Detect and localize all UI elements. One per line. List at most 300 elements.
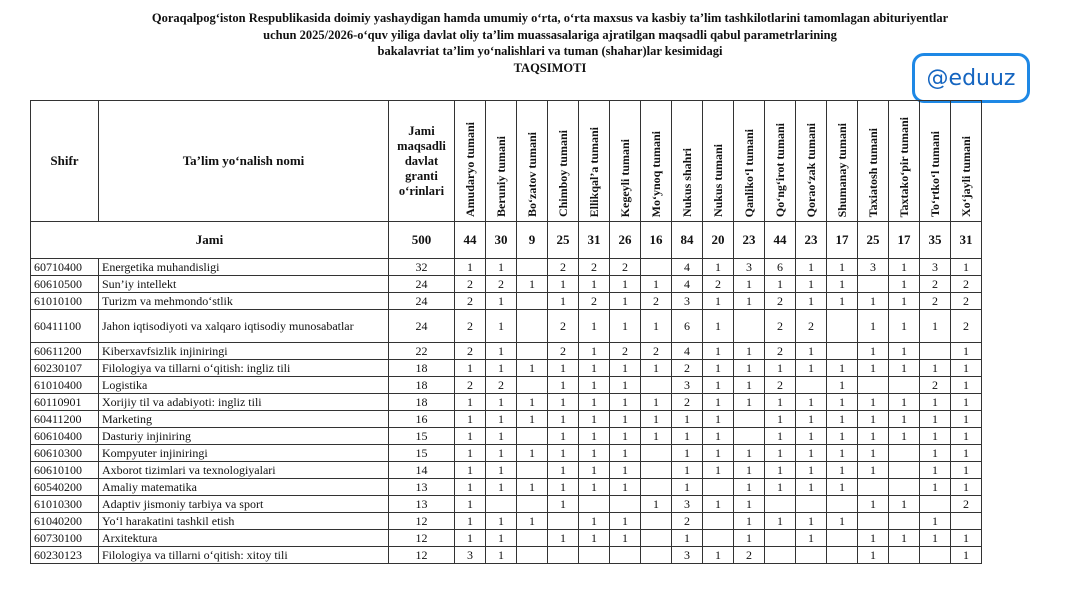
row-value: 2 (796, 310, 827, 343)
row-value: 1 (827, 445, 858, 462)
row-value: 1 (796, 479, 827, 496)
table-row (31, 496, 982, 513)
row-value: 1 (579, 462, 610, 479)
table-row (31, 377, 982, 394)
row-value: 1 (858, 428, 889, 445)
header-district (827, 101, 858, 222)
row-value: 1 (455, 496, 486, 513)
summary-value: 30 (486, 222, 517, 259)
row-code: 60411200 (31, 411, 99, 428)
row-value (610, 496, 641, 513)
district-label: Nukus tumani (710, 143, 725, 217)
row-value: 2 (951, 293, 982, 310)
row-name: Kiberxavfsizlik injiniringi (99, 343, 389, 360)
row-value: 1 (610, 276, 641, 293)
row-value: 1 (579, 428, 610, 445)
row-code: 60611200 (31, 343, 99, 360)
summary-value: 16 (641, 222, 672, 259)
row-value: 2 (765, 293, 796, 310)
row-value: 1 (858, 547, 889, 564)
row-value: 1 (796, 343, 827, 360)
table-row (31, 445, 982, 462)
row-value: 1 (889, 343, 920, 360)
row-value (734, 428, 765, 445)
row-value: 1 (548, 411, 579, 428)
header-district (579, 101, 610, 222)
district-label: Taxtako‘pir tumani (896, 116, 911, 217)
table-row (31, 513, 982, 530)
row-value: 1 (889, 293, 920, 310)
row-value: 1 (889, 496, 920, 513)
document-title (60, 10, 1040, 76)
row-value (889, 513, 920, 530)
row-value: 1 (610, 513, 641, 530)
row-value (765, 530, 796, 547)
row-value: 1 (951, 445, 982, 462)
row-value: 1 (796, 411, 827, 428)
row-name: Axborot tizimlari va texnologiyalari (99, 462, 389, 479)
row-name: Xorijiy til va adabiyoti: ingliz tili (99, 394, 389, 411)
row-value: 1 (610, 394, 641, 411)
row-value: 1 (610, 530, 641, 547)
row-value (827, 310, 858, 343)
summary-label: Jami (31, 222, 389, 259)
row-value: 1 (827, 276, 858, 293)
row-name: Kompyuter injiniringi (99, 445, 389, 462)
row-code: 60610300 (31, 445, 99, 462)
row-value (641, 377, 672, 394)
row-total: 16 (389, 411, 455, 428)
row-value (517, 547, 548, 564)
row-value: 1 (858, 360, 889, 377)
row-name: Arxitektura (99, 530, 389, 547)
row-value: 1 (517, 276, 548, 293)
row-value: 2 (641, 343, 672, 360)
summary-value: 44 (765, 222, 796, 259)
row-value (796, 547, 827, 564)
row-value (579, 496, 610, 513)
row-value: 2 (951, 496, 982, 513)
row-value: 1 (610, 445, 641, 462)
row-value (889, 445, 920, 462)
row-value: 1 (920, 479, 951, 496)
row-value (548, 513, 579, 530)
row-value: 1 (672, 411, 703, 428)
row-value: 1 (610, 411, 641, 428)
row-value: 1 (858, 445, 889, 462)
row-value (765, 496, 796, 513)
row-value (920, 547, 951, 564)
header-district (517, 101, 548, 222)
row-value (703, 513, 734, 530)
row-value (827, 343, 858, 360)
title-line-3: bakalavriat ta’lim yo‘nalishlari va tuman (shahar)lar kesimidagi (377, 44, 723, 58)
title-line-1: Qoraqalpog‘iston Respublikasida doimiy yashaydigan hamda umumiy o‘rta, o‘rta maxsus va kasbiy ta’lim tashkilotlarini tamomlagan abituriyentlar (151, 11, 949, 25)
row-value: 1 (579, 360, 610, 377)
row-value: 3 (858, 259, 889, 276)
row-value: 1 (548, 377, 579, 394)
row-value: 1 (641, 310, 672, 343)
summary-value: 17 (827, 222, 858, 259)
row-value: 2 (610, 259, 641, 276)
row-value: 2 (610, 343, 641, 360)
header-row (31, 101, 982, 222)
row-value (920, 343, 951, 360)
row-value: 1 (672, 428, 703, 445)
row-code: 60730100 (31, 530, 99, 547)
row-value (858, 513, 889, 530)
row-value (610, 547, 641, 564)
row-total: 12 (389, 530, 455, 547)
district-label: Kegeyli tumani (617, 138, 632, 217)
row-value: 1 (920, 310, 951, 343)
row-value: 1 (486, 479, 517, 496)
summary-value: 26 (610, 222, 641, 259)
row-value: 1 (610, 462, 641, 479)
summary-value: 35 (920, 222, 951, 259)
row-value (889, 377, 920, 394)
row-value (579, 547, 610, 564)
row-value: 1 (889, 276, 920, 293)
row-value: 1 (641, 411, 672, 428)
row-value: 2 (548, 310, 579, 343)
header-district (858, 101, 889, 222)
row-value: 1 (641, 428, 672, 445)
row-value: 2 (548, 259, 579, 276)
row-value: 1 (703, 310, 734, 343)
table-row (31, 411, 982, 428)
header-district (641, 101, 672, 222)
row-value: 1 (951, 411, 982, 428)
table-row (31, 259, 982, 276)
row-value: 2 (672, 360, 703, 377)
row-value (703, 530, 734, 547)
title-line-4: TAQSIMOTI (513, 60, 587, 75)
row-value: 1 (455, 411, 486, 428)
summary-value: 31 (951, 222, 982, 259)
row-value: 1 (703, 496, 734, 513)
row-value: 3 (672, 496, 703, 513)
title-line-2: uchun 2025/2026-o‘quv yiliga davlat oliy ta’lim muassasalariga ajratilgan maqsadli qabul parametrlarining (263, 27, 837, 42)
row-value: 1 (579, 445, 610, 462)
row-total: 14 (389, 462, 455, 479)
header-district (796, 101, 827, 222)
badge-text: @eduuz (926, 65, 1016, 91)
row-value: 3 (455, 547, 486, 564)
row-value: 1 (889, 428, 920, 445)
row-value: 1 (579, 377, 610, 394)
row-value: 1 (827, 411, 858, 428)
district-label: Mo‘ynoq tumani (648, 130, 663, 217)
row-value (734, 310, 765, 343)
row-value: 1 (765, 411, 796, 428)
row-value: 1 (920, 428, 951, 445)
row-value: 1 (827, 462, 858, 479)
row-value: 2 (486, 276, 517, 293)
row-value: 1 (951, 530, 982, 547)
row-value (827, 496, 858, 513)
row-value: 2 (920, 276, 951, 293)
row-value: 1 (455, 462, 486, 479)
eduuz-watermark-badge (912, 53, 1030, 103)
table-row (31, 428, 982, 445)
row-value: 2 (920, 377, 951, 394)
row-value: 1 (455, 360, 486, 377)
row-value (517, 428, 548, 445)
row-value: 1 (734, 513, 765, 530)
row-value: 1 (951, 360, 982, 377)
row-value: 1 (765, 394, 796, 411)
row-total: 22 (389, 343, 455, 360)
row-code: 61010100 (31, 293, 99, 310)
header-district (548, 101, 579, 222)
table-row (31, 479, 982, 496)
row-value: 1 (765, 462, 796, 479)
row-value: 1 (765, 276, 796, 293)
row-value: 1 (827, 259, 858, 276)
row-value (517, 259, 548, 276)
row-value: 1 (579, 479, 610, 496)
row-value: 1 (827, 479, 858, 496)
row-value (734, 411, 765, 428)
row-value (889, 547, 920, 564)
row-total: 13 (389, 479, 455, 496)
row-total: 18 (389, 360, 455, 377)
row-code: 61010400 (31, 377, 99, 394)
row-total: 24 (389, 310, 455, 343)
row-name: Turizm va mehmondo‘stlik (99, 293, 389, 310)
row-value (641, 513, 672, 530)
row-code: 61010300 (31, 496, 99, 513)
table-row (31, 293, 982, 310)
row-value: 1 (858, 411, 889, 428)
row-value: 1 (610, 377, 641, 394)
row-total: 13 (389, 496, 455, 513)
row-value: 1 (486, 428, 517, 445)
row-value: 3 (920, 259, 951, 276)
row-value: 2 (703, 276, 734, 293)
row-value: 1 (920, 513, 951, 530)
row-value: 1 (455, 479, 486, 496)
row-value: 2 (734, 547, 765, 564)
header-district (610, 101, 641, 222)
district-label: Taxiatosh tumani (865, 127, 880, 217)
header-district (951, 101, 982, 222)
row-value: 1 (920, 445, 951, 462)
summary-value: 17 (889, 222, 920, 259)
row-value: 1 (889, 394, 920, 411)
row-value: 4 (672, 343, 703, 360)
header-district (455, 101, 486, 222)
row-name: Yo‘l harakatini tashkil etish (99, 513, 389, 530)
row-value: 1 (703, 428, 734, 445)
row-value: 1 (951, 394, 982, 411)
row-value: 1 (486, 360, 517, 377)
row-value: 2 (951, 310, 982, 343)
row-value: 1 (579, 513, 610, 530)
header-district (889, 101, 920, 222)
row-value: 1 (517, 445, 548, 462)
summary-total: 500 (389, 222, 455, 259)
header-district (703, 101, 734, 222)
row-value: 1 (517, 411, 548, 428)
row-value: 1 (858, 293, 889, 310)
summary-value: 20 (703, 222, 734, 259)
row-value: 1 (889, 411, 920, 428)
table-row (31, 547, 982, 564)
row-value: 1 (734, 394, 765, 411)
row-value: 1 (486, 394, 517, 411)
district-label: Shumanay tumani (834, 122, 849, 217)
row-value (765, 547, 796, 564)
table-row (31, 360, 982, 377)
row-value: 1 (610, 479, 641, 496)
row-value: 1 (548, 276, 579, 293)
row-value: 1 (610, 310, 641, 343)
row-value: 1 (703, 411, 734, 428)
district-label: Beruniy tumani (493, 135, 508, 217)
row-value: 1 (486, 547, 517, 564)
row-value (858, 377, 889, 394)
row-value: 1 (765, 479, 796, 496)
row-value (827, 547, 858, 564)
row-value: 2 (765, 310, 796, 343)
summary-value: 25 (858, 222, 889, 259)
row-code: 60610100 (31, 462, 99, 479)
row-value: 1 (486, 259, 517, 276)
row-value: 1 (672, 530, 703, 547)
row-value: 1 (486, 293, 517, 310)
quota-table (30, 100, 982, 564)
row-value: 1 (827, 293, 858, 310)
row-value: 1 (889, 310, 920, 343)
row-code: 60110901 (31, 394, 99, 411)
summary-value: 23 (734, 222, 765, 259)
summary-value: 31 (579, 222, 610, 259)
row-value: 1 (951, 377, 982, 394)
row-value: 1 (486, 310, 517, 343)
row-value: 1 (889, 360, 920, 377)
row-value: 1 (548, 496, 579, 513)
row-value: 1 (858, 462, 889, 479)
row-value: 1 (579, 343, 610, 360)
row-value: 1 (827, 513, 858, 530)
row-value: 1 (796, 259, 827, 276)
row-value: 1 (920, 462, 951, 479)
row-value: 2 (672, 394, 703, 411)
row-code: 60411100 (31, 310, 99, 343)
row-value (703, 479, 734, 496)
row-value: 1 (579, 394, 610, 411)
row-value: 1 (796, 428, 827, 445)
row-value: 1 (486, 462, 517, 479)
district-label: Qorao‘zak tumani (803, 122, 818, 217)
row-value (827, 530, 858, 547)
row-value (796, 496, 827, 513)
row-value: 4 (672, 259, 703, 276)
row-value (796, 377, 827, 394)
row-value (517, 377, 548, 394)
row-value: 1 (517, 360, 548, 377)
row-value: 1 (579, 530, 610, 547)
row-value: 1 (858, 530, 889, 547)
row-value: 1 (951, 547, 982, 564)
row-value (858, 276, 889, 293)
row-value: 1 (734, 445, 765, 462)
row-value: 1 (858, 496, 889, 513)
header-shifr: Shifr (31, 101, 99, 222)
row-total: 32 (389, 259, 455, 276)
row-value: 1 (827, 377, 858, 394)
row-value: 1 (796, 530, 827, 547)
row-value: 2 (455, 276, 486, 293)
row-total: 18 (389, 394, 455, 411)
row-value: 1 (734, 496, 765, 513)
row-value: 1 (641, 360, 672, 377)
row-value: 1 (734, 293, 765, 310)
row-value: 1 (796, 394, 827, 411)
row-total: 15 (389, 445, 455, 462)
row-code: 60230107 (31, 360, 99, 377)
row-value: 1 (579, 411, 610, 428)
row-value: 1 (703, 377, 734, 394)
row-value: 2 (455, 310, 486, 343)
row-value (889, 462, 920, 479)
row-value: 1 (796, 293, 827, 310)
row-value (951, 513, 982, 530)
row-total: 12 (389, 547, 455, 564)
row-value: 1 (920, 394, 951, 411)
row-value: 1 (734, 479, 765, 496)
row-name: Amaliy matematika (99, 479, 389, 496)
summary-value: 44 (455, 222, 486, 259)
district-label: Amudaryo tumani (462, 121, 477, 217)
row-value: 6 (672, 310, 703, 343)
row-value: 2 (455, 343, 486, 360)
row-code: 60710400 (31, 259, 99, 276)
row-value: 2 (548, 343, 579, 360)
row-name: Sun’iy intellekt (99, 276, 389, 293)
row-total: 18 (389, 377, 455, 394)
row-name: Filologiya va tillarni o‘qitish: ingliz tili (99, 360, 389, 377)
row-value: 1 (548, 445, 579, 462)
summary-value: 9 (517, 222, 548, 259)
row-value: 6 (765, 259, 796, 276)
row-name: Logistika (99, 377, 389, 394)
row-value: 1 (486, 445, 517, 462)
row-value: 1 (734, 530, 765, 547)
row-value (517, 310, 548, 343)
row-value: 1 (455, 259, 486, 276)
row-value: 1 (951, 479, 982, 496)
row-value (858, 479, 889, 496)
district-label: Ellikqal’a tumani (586, 126, 601, 217)
row-name: Dasturiy injiniring (99, 428, 389, 445)
row-name: Energetika muhandisligi (99, 259, 389, 276)
row-value: 4 (672, 276, 703, 293)
row-name: Adaptiv jismoniy tarbiya va sport (99, 496, 389, 513)
district-label: Qanliko‘l tumani (741, 128, 756, 217)
row-value: 1 (610, 293, 641, 310)
table-row (31, 310, 982, 343)
row-value (517, 462, 548, 479)
summary-value: 84 (672, 222, 703, 259)
row-value: 1 (858, 343, 889, 360)
row-code: 61040200 (31, 513, 99, 530)
row-value: 1 (796, 360, 827, 377)
row-value: 1 (920, 530, 951, 547)
row-value: 1 (827, 394, 858, 411)
